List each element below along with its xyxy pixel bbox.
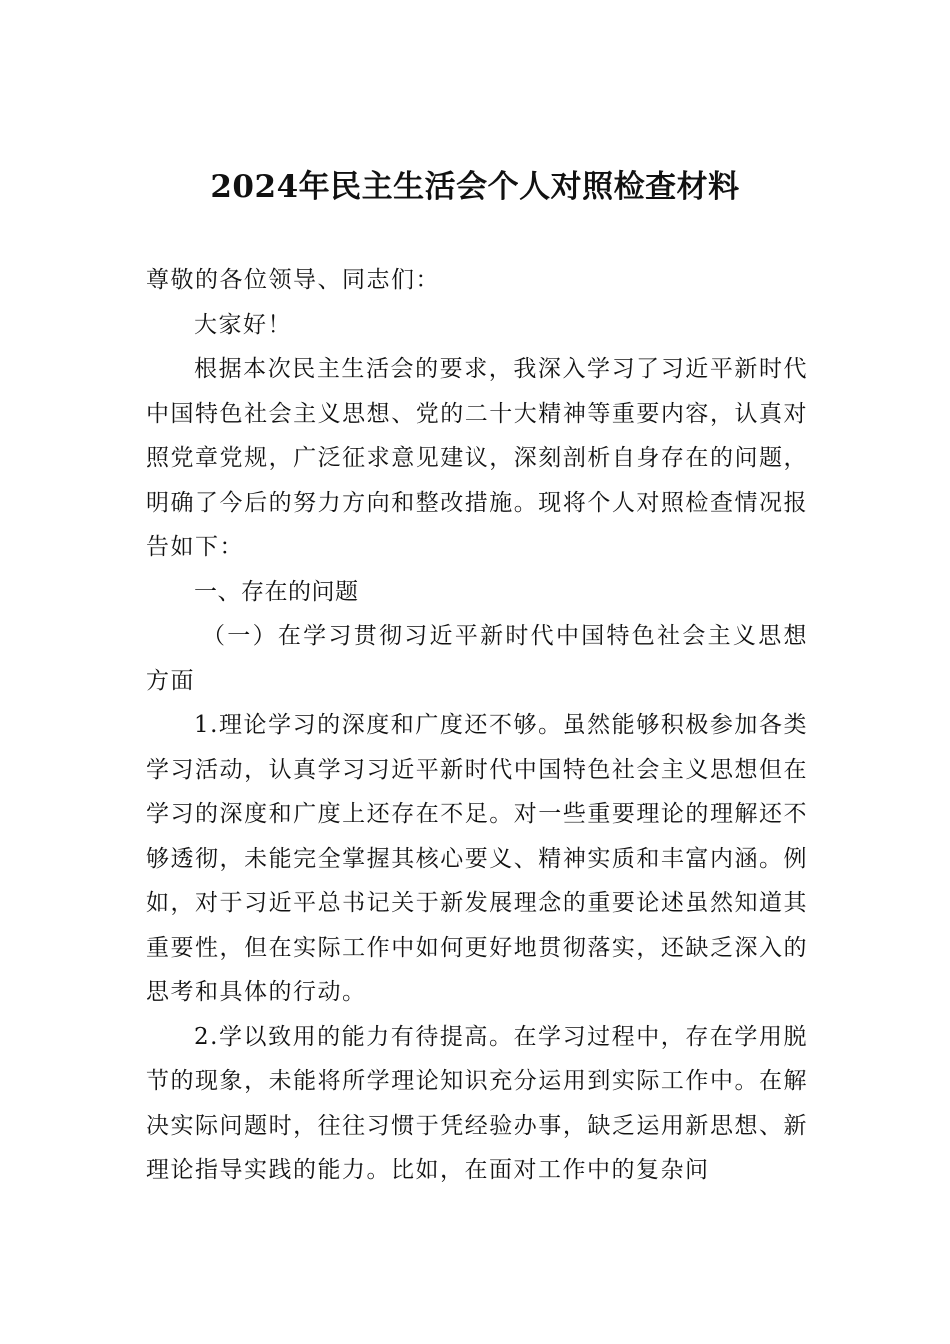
paragraph-point-1: 1.理论学习的深度和广度还不够。虽然能够积极参加各类学习活动，认真学习习近平新时代中国特色社会主义思想但在学习的深度和广度上还存在不足。对一些重要理论的理解还不够透彻，未能完全掌握其核心要义、精神实质和丰富内涵。例如，对于习近平总书记关于新发展理念的重要论述虽然知道其重要性，但在实际工作中如何更好地贯彻落实，还缺乏深入的思考和具体的行动。 — [146, 712, 808, 1005]
document-title: 2024年民主生活会个人对照检查材料 — [210, 169, 740, 205]
subsection-heading-theory: （一）在学习贯彻习近平新时代中国特色社会主义思想方面 — [146, 623, 808, 694]
greeting: 大家好！ — [194, 311, 292, 338]
document-body — [146, 258, 808, 1193]
intro-paragraph: 根据本次民主生活会的要求，我深入学习了习近平新时代中国特色社会主义思想、党的二十大精神等重要内容，认真对照党章党规，广泛征求意见建议，深刻剖析自身存在的问题，明确了今后的努力方向和整改措施。现将个人对照检查情况报告如下： — [146, 356, 808, 560]
salutation: 尊敬的各位领导、同志们： — [146, 267, 440, 293]
paragraph-point-2: 2.学以致用的能力有待提高。在学习过程中，存在学用脱节的现象，未能将所学理论知识充分运用到实际工作中。在解决实际问题时，往往习惯于凭经验办事，缺乏运用新思想、新理论指导实践的能力。比如，在面对工作中的复杂问 — [146, 1023, 808, 1183]
section-heading-problems: 一、存在的问题 — [194, 578, 359, 605]
